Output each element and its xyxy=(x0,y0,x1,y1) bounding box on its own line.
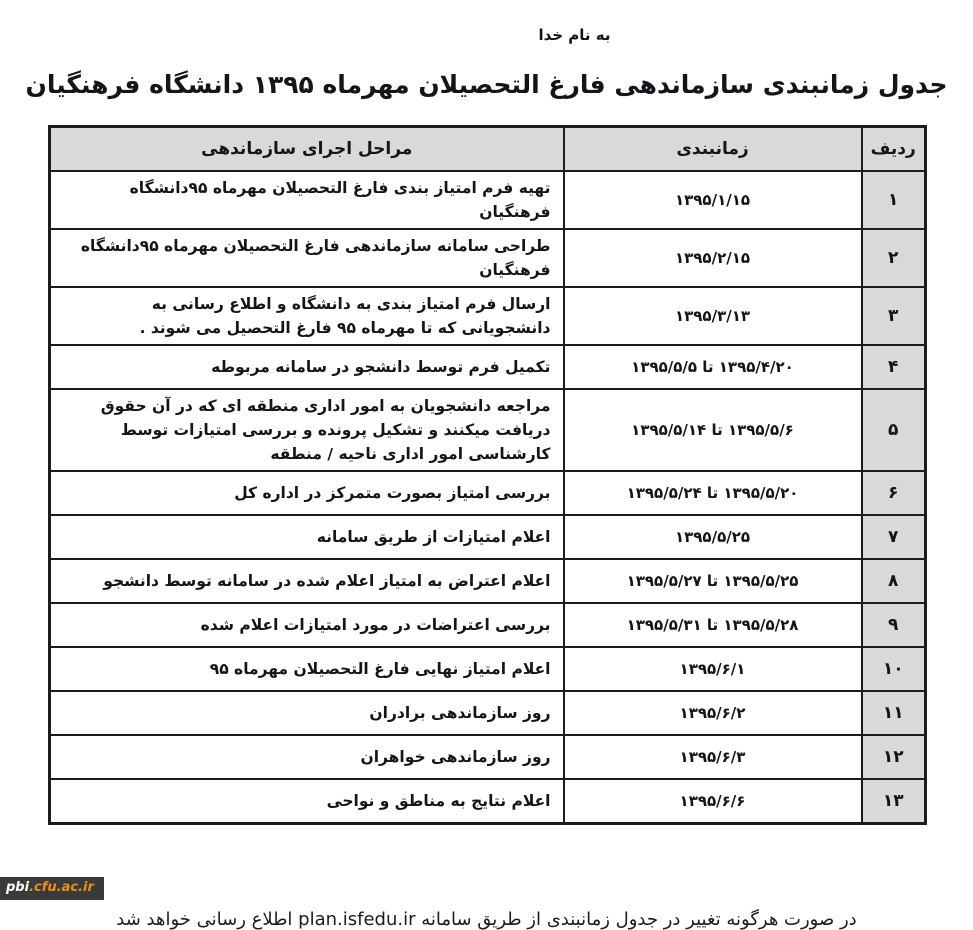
footer-note: در صورت هرگونه تغییر در جدول زمانبندی از طریق سامانه plan.isfedu.ir اطلاع رسانی خواهد شد xyxy=(116,909,857,930)
table-row xyxy=(50,171,926,229)
timing-cell: ۱۳۹۵/۳/۱۳ xyxy=(564,287,862,345)
header-row-number: ردیف xyxy=(862,127,926,172)
table-row xyxy=(50,603,926,647)
row-number-cell: ۴ xyxy=(862,345,926,389)
timing-cell: ۱۳۹۵/۵/۶ تا ۱۳۹۵/۵/۱۴ xyxy=(564,389,862,471)
watermark-suffix: .cfu.ac.ir xyxy=(29,880,94,895)
header-timing: زمانبندی xyxy=(564,127,862,172)
row-number-cell: ۱۱ xyxy=(862,691,926,735)
row-number-cell: ۵ xyxy=(862,389,926,471)
header-row xyxy=(50,127,926,172)
stage-cell: مراجعه دانشجویان به امور اداری منطقه ای که در آن حقوق دریافت میکنند و تشکیل پرونده و بررسی امتیازات توسط کارشناسی امور اداری ناحیه / منطقه xyxy=(50,389,564,471)
row-number-cell: ۲ xyxy=(862,229,926,287)
row-number-cell: ۳ xyxy=(862,287,926,345)
stage-cell: اعلام نتایج به مناطق و نواحی xyxy=(50,779,564,824)
table-row xyxy=(50,559,926,603)
timing-cell: ۱۳۹۵/۶/۱ xyxy=(564,647,862,691)
stage-cell: طراحی سامانه سازماندهی فارغ التحصیلان مهرماه ۹۵دانشگاه فرهنگیان xyxy=(50,229,564,287)
row-number-cell: ۹ xyxy=(862,603,926,647)
row-number-cell: ۶ xyxy=(862,471,926,515)
watermark-prefix: pbi xyxy=(6,880,30,895)
stage-cell: اعلام امتیاز نهایی فارغ التحصیلان مهرماه ۹۵ xyxy=(50,647,564,691)
schedule-table-body xyxy=(50,171,926,824)
row-number-cell: ۷ xyxy=(862,515,926,559)
table-row xyxy=(50,229,926,287)
schedule-table-header xyxy=(50,127,926,172)
timing-cell: ۱۳۹۵/۱/۱۵ xyxy=(564,171,862,229)
timing-cell: ۱۳۹۵/۵/۲۰ تا ۱۳۹۵/۵/۲۴ xyxy=(564,471,862,515)
timing-cell: ۱۳۹۵/۶/۶ xyxy=(564,779,862,824)
table-row xyxy=(50,345,926,389)
table-row xyxy=(50,389,926,471)
header-stage: مراحل اجرای سازماندهی xyxy=(50,127,564,172)
row-number-cell: ۱۰ xyxy=(862,647,926,691)
table-row xyxy=(50,735,926,779)
stage-cell: تهیه فرم امتیاز بندی فارغ التحصیلان مهرماه ۹۵دانشگاه فرهنگیان xyxy=(50,171,564,229)
stage-cell: اعلام اعتراض به امتیاز اعلام شده در سامانه توسط دانشجو xyxy=(50,559,564,603)
table-row xyxy=(50,287,926,345)
table-row xyxy=(50,779,926,824)
stage-cell: ارسال فرم امتیاز بندی به دانشگاه و اطلاع رسانی به دانشجویانی که تا مهرماه ۹۵ فارغ التحصیل می شوند . xyxy=(50,287,564,345)
table-row xyxy=(50,471,926,515)
timing-cell: ۱۳۹۵/۶/۳ xyxy=(564,735,862,779)
stage-cell: روز سازماندهی برادران xyxy=(50,691,564,735)
timing-cell: ۱۳۹۵/۲/۱۵ xyxy=(564,229,862,287)
timing-cell: ۱۳۹۵/۵/۲۸ تا ۱۳۹۵/۵/۳۱ xyxy=(564,603,862,647)
timing-cell: ۱۳۹۵/۶/۲ xyxy=(564,691,862,735)
table-row xyxy=(50,515,926,559)
row-number-cell: ۱۳ xyxy=(862,779,926,824)
timing-cell: ۱۳۹۵/۵/۲۵ تا ۱۳۹۵/۵/۲۷ xyxy=(564,559,862,603)
stage-cell: روز سازماندهی خواهران xyxy=(50,735,564,779)
watermark-badge xyxy=(0,877,104,900)
document-page xyxy=(0,26,973,930)
stage-cell: اعلام امتیازات از طریق سامانه xyxy=(50,515,564,559)
table-row xyxy=(50,691,926,735)
schedule-table xyxy=(48,125,927,825)
row-number-cell: ۸ xyxy=(862,559,926,603)
table-row xyxy=(50,647,926,691)
row-number-cell: ۱ xyxy=(862,171,926,229)
row-number-cell: ۱۲ xyxy=(862,735,926,779)
stage-cell: بررسی اعتراضات در مورد امتیازات اعلام شده xyxy=(50,603,564,647)
timing-cell: ۱۳۹۵/۴/۲۰ تا ۱۳۹۵/۵/۵ xyxy=(564,345,862,389)
page-title: جدول زمانبندی سازماندهی فارغ التحصیلان مهرماه ۱۳۹۵ دانشگاه فرهنگیان xyxy=(25,70,948,99)
timing-cell: ۱۳۹۵/۵/۲۵ xyxy=(564,515,862,559)
stage-cell: بررسی امتیاز بصورت متمرکز در اداره کل xyxy=(50,471,564,515)
stage-cell: تکمیل فرم توسط دانشجو در سامانه مربوطه xyxy=(50,345,564,389)
bismillah-text: به نام خدا xyxy=(538,26,611,44)
